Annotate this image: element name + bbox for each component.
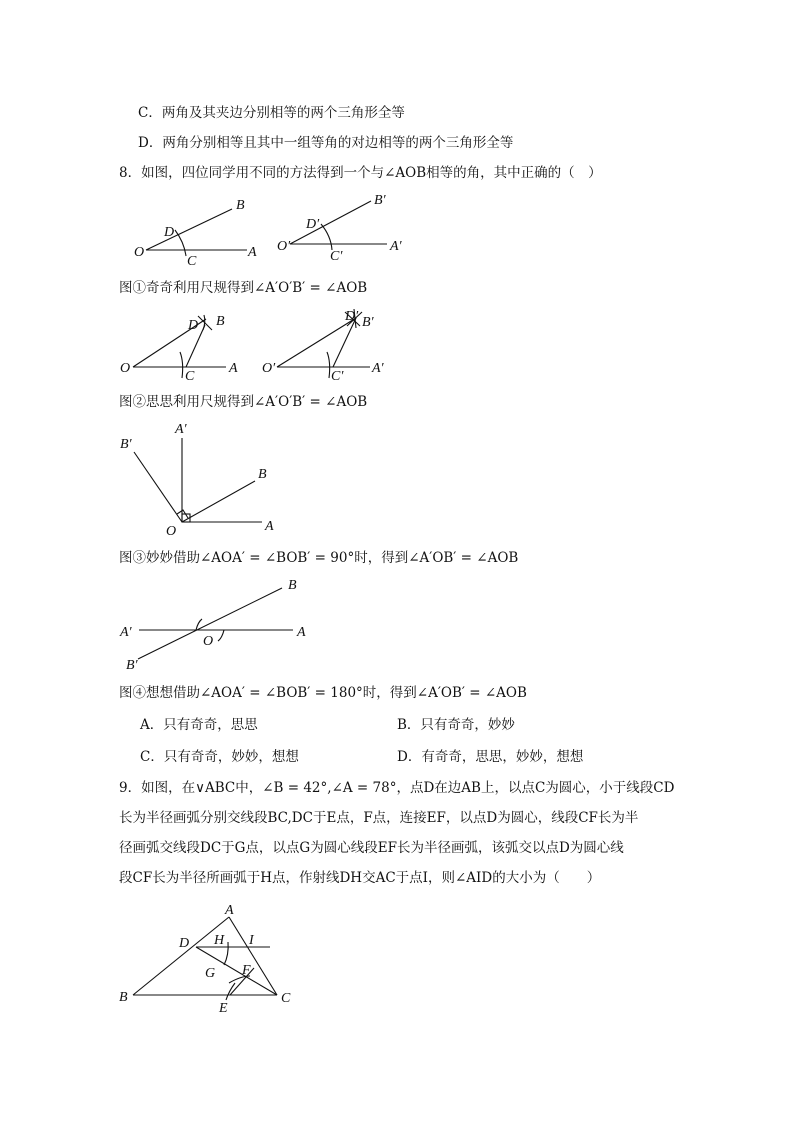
label-G: G xyxy=(205,966,216,981)
q8-option-a[interactable]: A．只有奇奇，思思 xyxy=(140,717,258,733)
label-B1: B′ xyxy=(120,437,132,452)
label-B: B xyxy=(288,578,297,593)
label-O: O xyxy=(203,634,214,649)
label-B1: B′ xyxy=(362,315,374,330)
label-C: C xyxy=(185,369,195,384)
q8-caption-4: 图④想想借助∠AOA′ = ∠BOB′ = 180°时，得到∠A′OB′ = ∠AOB xyxy=(119,685,527,701)
label-B: B xyxy=(258,467,267,482)
label-E: E xyxy=(219,1001,228,1016)
option-d-previous: D．两角分别相等且其中一组等角的对边相等的两个三角形全等 xyxy=(138,135,514,151)
q9-line-4: 段CF长为半径所画弧于H点，作射线DH交AC于点I，则∠AID的大小为（ ） xyxy=(119,870,601,886)
q8-caption-1: 图①奇奇利用尺规得到∠A′O′B′ = ∠AOB xyxy=(119,280,368,296)
label-A1: A′ xyxy=(372,361,384,376)
label-O: O xyxy=(120,361,131,376)
q8-option-b[interactable]: B．只有奇奇，妙妙 xyxy=(397,717,515,733)
label-O1: O′ xyxy=(277,239,291,254)
label-O1: O′ xyxy=(262,361,276,376)
label-O: O xyxy=(134,245,145,260)
label-C: C xyxy=(281,991,291,1006)
label-H: H xyxy=(214,933,225,948)
label-A1: A′ xyxy=(120,625,132,640)
label-C1: C′ xyxy=(330,249,343,264)
label-B: B xyxy=(119,990,128,1005)
label-O: O xyxy=(166,524,177,539)
label-D1: D′ xyxy=(345,309,359,324)
option-c-previous: C．两角及其夹边分别相等的两个三角形全等 xyxy=(138,105,405,121)
label-A1: A′ xyxy=(390,239,402,254)
q9-line-2: 长为半径画弧分别交线段BC,DC于E点，F点，连接EF，以点D为圆心，线段CF长为半 xyxy=(119,810,639,826)
q8-option-d[interactable]: D．有奇奇，思思，妙妙，想想 xyxy=(397,749,584,765)
q9-line-3: 径画弧交线段DC于G点，以点G为圆心线段EF长为半径画弧，该弧交以点D为圆心线 xyxy=(119,840,624,856)
label-I: I xyxy=(249,933,254,948)
label-D: D xyxy=(179,936,190,951)
label-A: A xyxy=(225,903,234,918)
label-B: B xyxy=(236,198,245,213)
q8-caption-3: 图③妙妙借助∠AOA′ = ∠BOB′ = 90°时，得到∠A′OB′ = ∠AOB xyxy=(119,550,519,566)
label-D1: D′ xyxy=(306,217,320,232)
label-A: A xyxy=(297,625,306,640)
label-D: D xyxy=(188,318,199,333)
label-C1: C′ xyxy=(331,369,344,384)
q8-stem: 8．如图，四位同学用不同的方法得到一个与∠AOB相等的角，其中正确的（ ） xyxy=(119,165,602,181)
label-A: A xyxy=(248,245,257,260)
label-A: A xyxy=(229,361,238,376)
q9-line-1: 9．如图，在∨ABC中，∠B = 42°,∠A = 78°，点D在边AB上，以点C为圆心，小于线段CD xyxy=(119,780,675,796)
q8-option-c[interactable]: C．只有奇奇，妙妙，想想 xyxy=(140,749,299,765)
label-D: D xyxy=(164,225,175,240)
q8-caption-2: 图②思思利用尺规得到∠A′O′B′ = ∠AOB xyxy=(119,394,368,410)
label-B1: B′ xyxy=(126,658,138,673)
label-B: B xyxy=(216,314,225,329)
label-A: A xyxy=(265,519,274,534)
label-F: F xyxy=(242,963,251,978)
label-A1: A′ xyxy=(175,422,187,437)
label-C: C xyxy=(187,254,197,269)
label-B1: B′ xyxy=(374,193,386,208)
